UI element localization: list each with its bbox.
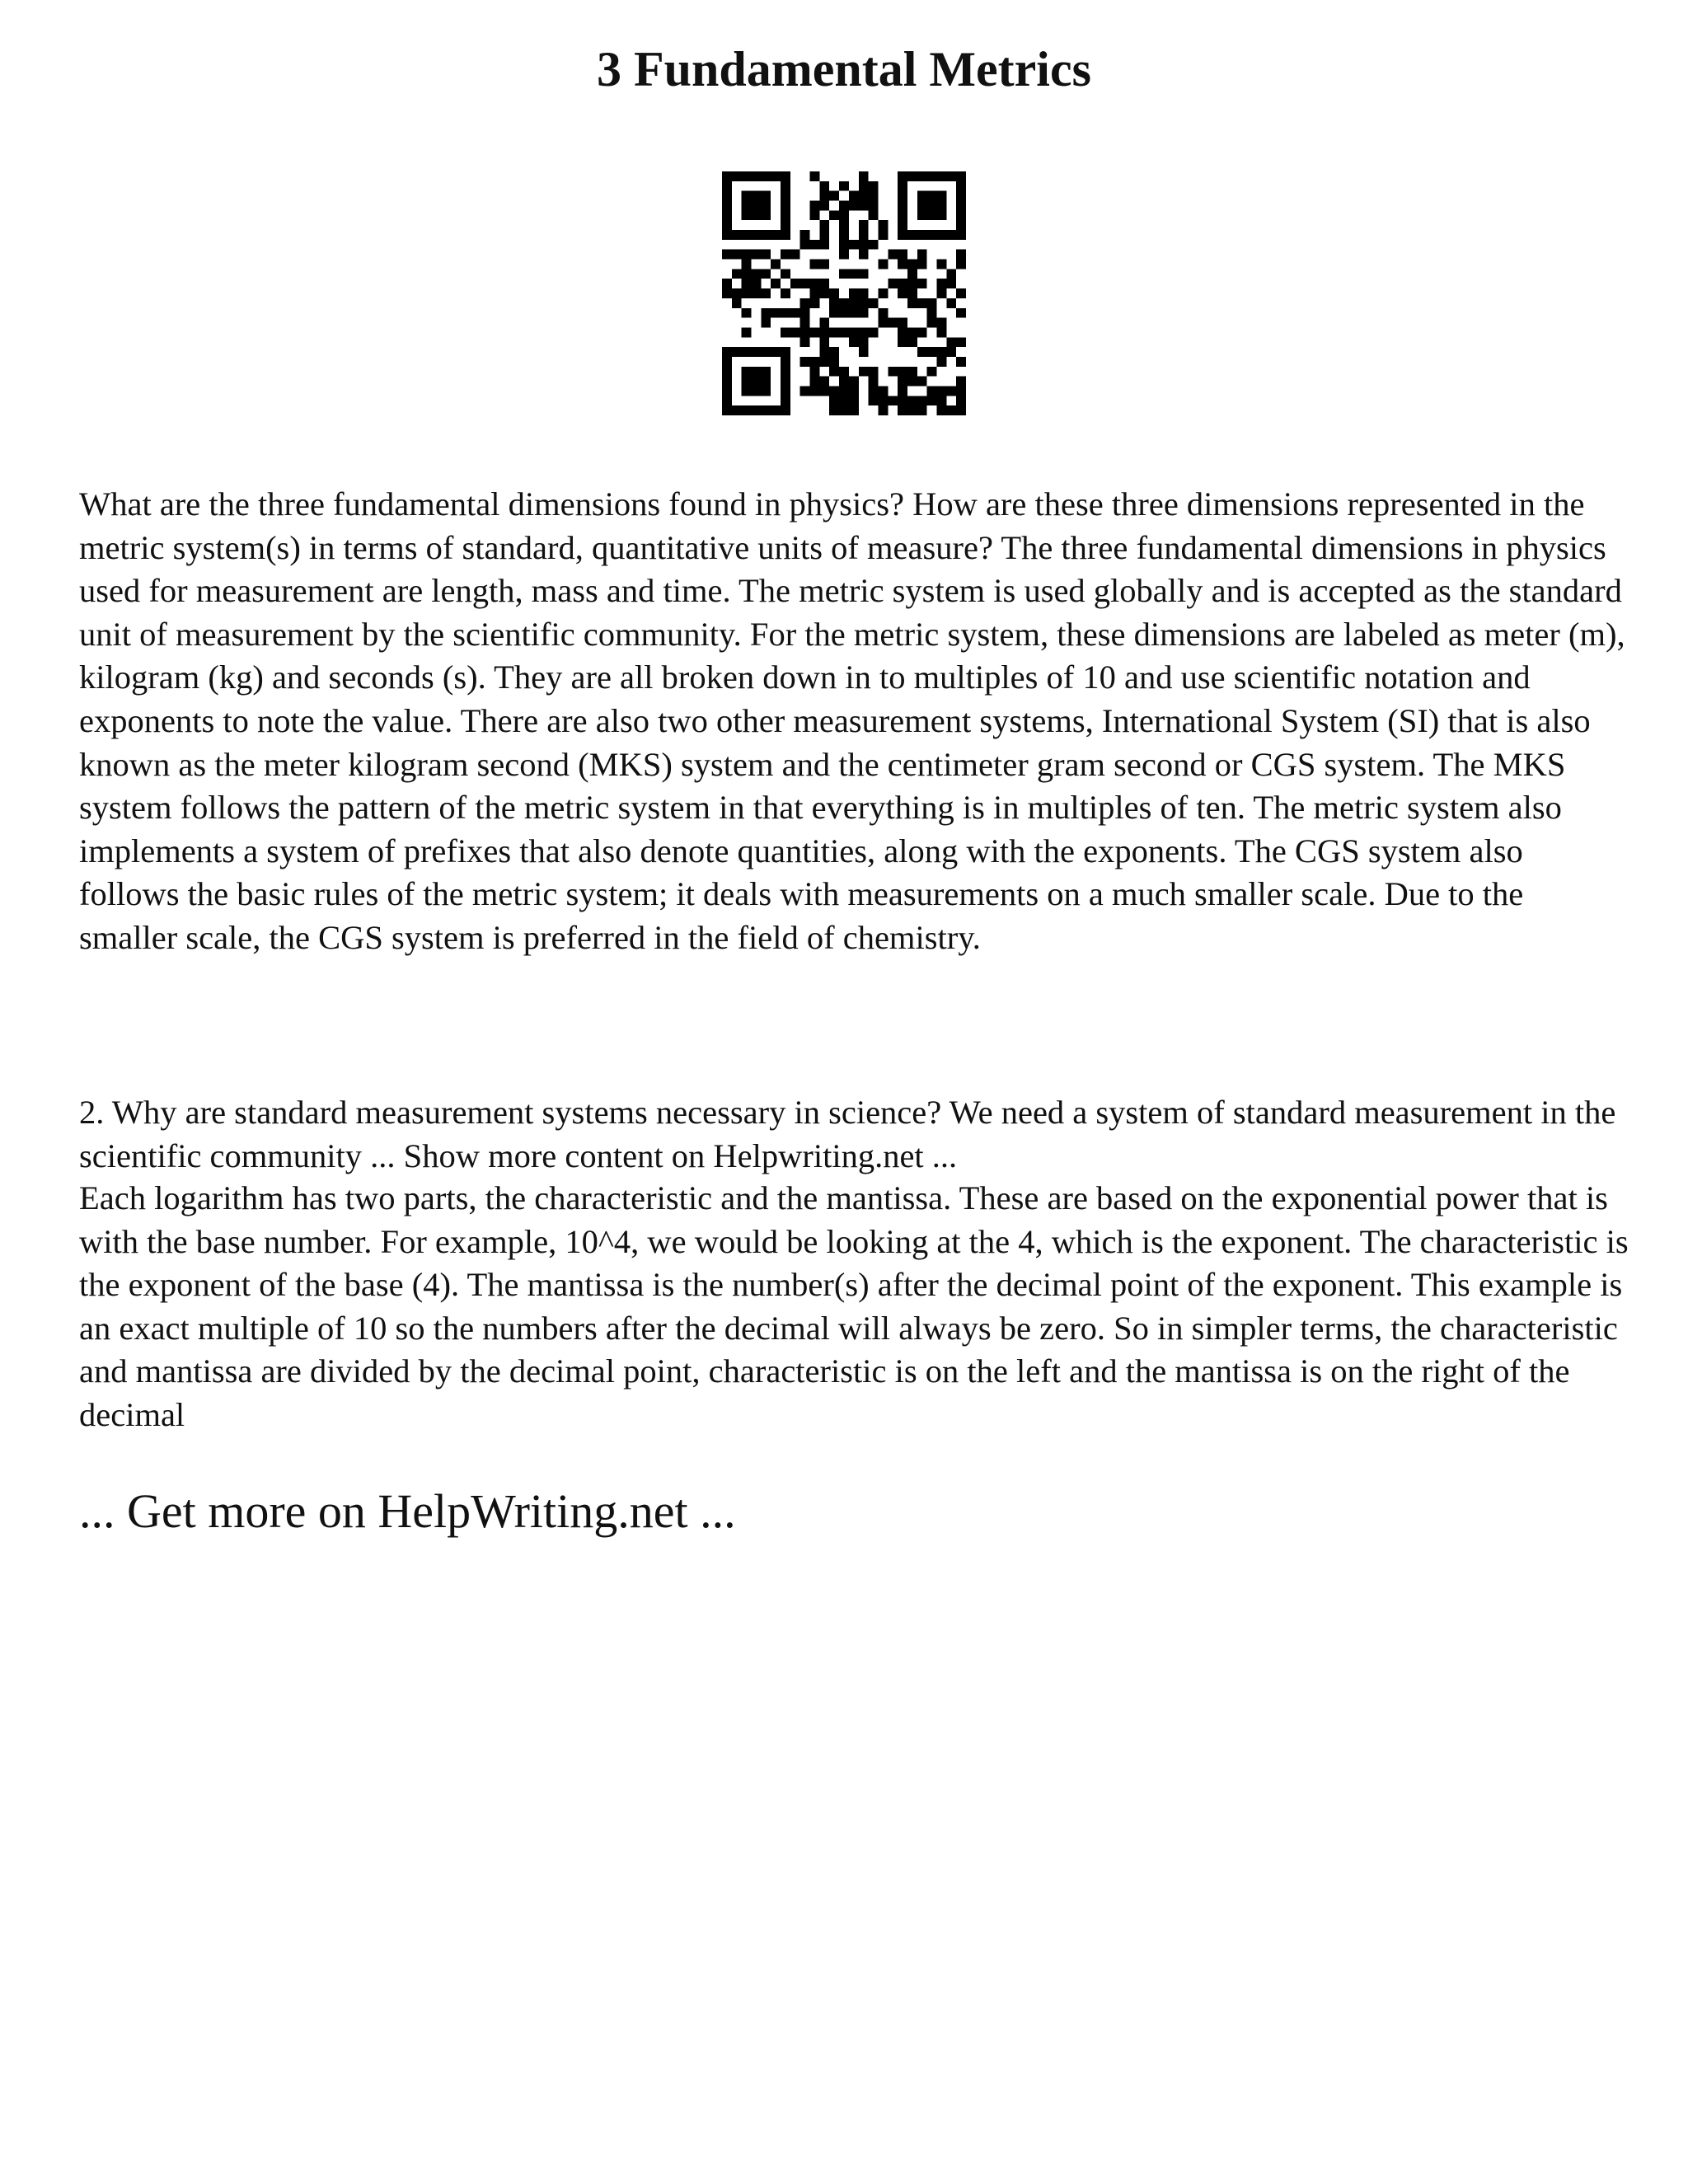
get-more-link[interactable]: ... Get more on HelpWriting.net ... [79,1484,736,1538]
paragraph-standard-systems: 2. Why are standard measurement systems necessary in science? We need a system of standard measurement in the scientific community ... Show more content on Helpwriting.net ... [79,1094,1616,1174]
paragraph-logarithm: Each logarithm has two parts, the characteristic and the mantissa. These are based on the exponential power that is with the base number. For example, 10^4, we would be looking at the 4, which is the exponent. The characteristic is the exponent of the base (4). The mantissa is the number(s) after the decimal point of the exponent. This example is an exact multiple of 10 so the numbers after the decimal will always be zero. So in simpler terms, the characteristic and mantissa are divided by the decimal point, characteristic is on the left and the mantissa is on the right of the decimal [79,1179,1629,1433]
page-title: 3 Fundamental Metrics [597,42,1091,96]
qr-code-icon [722,171,966,415]
paragraph-dimensions: What are the three fundamental dimensions found in physics? How are these three dimensions represented in the metric system(s) in terms of standard, quantitative units of measure? The three fundamental dimensions in physics used for measurement are length, mass and time. The metric system is used globally and is accepted as the standard unit of measurement by the scientific community. For the metric system, these dimensions are labeled as meter (m), kilogram (kg) and seconds (s). They are all broken down in to multiples of 10 and use scientific notation and exponents to note the value. There are also two other measurement systems, International System (SI) that is also known as the meter kilogram second (MKS) system and the centimeter gram second or CGS system. The MKS system follows the pattern of the metric system in that everything is in multiples of ten. The metric system also implements a system of prefixes that also denote quantities, along with the exponents. The CGS system also follows the basic rules of the metric system; it deals with measurements on a much smaller scale. Due to the smaller scale, the CGS system is preferred in the field of chemistry. [79,485,1625,956]
